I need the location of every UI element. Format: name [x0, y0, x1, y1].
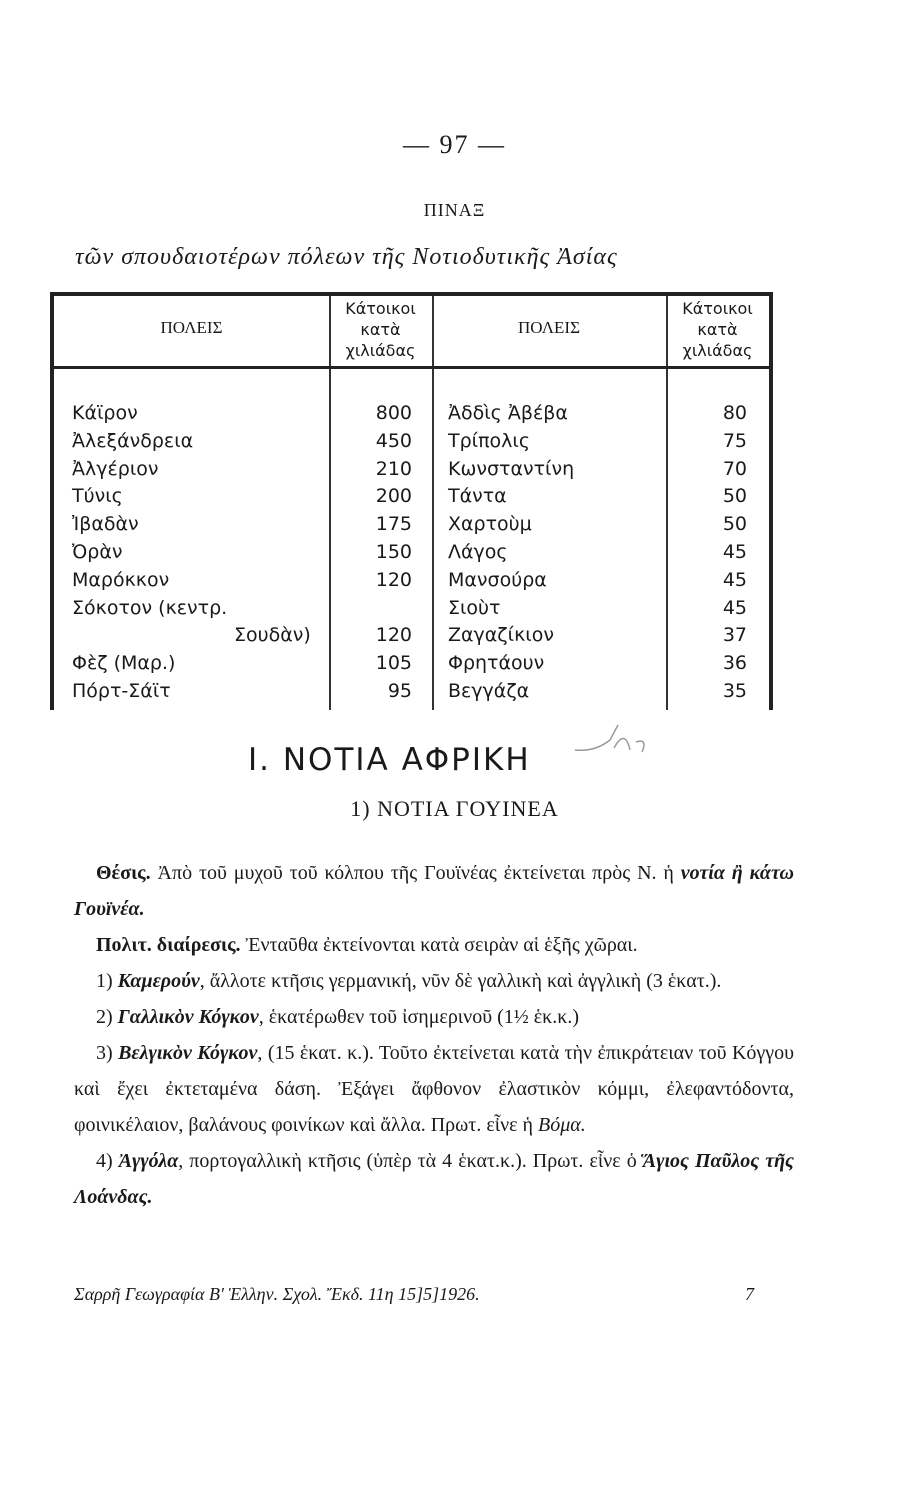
paragraph-position: Θέσις. Ἀπὸ τοῦ μυχοῦ τοῦ κόλπου τῆς Γουϊνέας ἐκτείνεται πρὸς Ν. ἡ νοτία ἢ κάτω Γουϊνέα. [74, 862, 795, 920]
table-row [54, 541, 769, 569]
cities-population-table [50, 292, 773, 710]
city-population: 210 [375, 457, 412, 480]
city-name: Μανσούρα [448, 568, 547, 591]
table-row [54, 624, 769, 652]
city-name: Πόρτ-Σάϊτ [72, 679, 171, 702]
city-population: 70 [722, 457, 747, 480]
city-name: Τρίπολις [448, 429, 530, 452]
city-population: 95 [387, 679, 412, 702]
city-population: 800 [375, 402, 412, 424]
city-population: 35 [722, 679, 747, 702]
city-population: 200 [375, 485, 412, 508]
table-row [54, 652, 769, 680]
header-cities-left: ΠΟΛΕΙΣ [160, 318, 223, 337]
city-population: 120 [375, 624, 412, 647]
city-population: 75 [722, 429, 747, 452]
city-name: Βεγγάζα [448, 679, 530, 702]
pencil-scribble-mark [570, 720, 660, 760]
header-divider [54, 366, 769, 369]
header-population-right: Κάτοικοι κατὰ χιλιάδας [682, 299, 753, 360]
city-name: Ἀλεξάνδρεια [72, 429, 194, 452]
city-name: Φὲζ (Μαρ.) [72, 652, 176, 675]
city-population: 45 [722, 596, 747, 619]
city-population: 105 [375, 652, 412, 675]
paragraph-cameroon: 1) Καμερούν, ἄλλοτε κτῆσις γερμανική, νῦν δὲ γαλλικὴ καὶ ἀγγλικὴ (3 ἑκατ.). [96, 970, 722, 992]
header-cities-right: ΠΟΛΕΙΣ [517, 318, 580, 337]
header-population-left: Κάτοικοι κατὰ χιλιάδας [345, 299, 416, 360]
city-name: Φρητάουν [448, 652, 545, 675]
paragraph-french-congo: 2) Γαλλικὸν Κόγκον, ἑκατέρωθεν τοῦ ἰσημερινοῦ (1½ ἑκ.κ.) [96, 1006, 579, 1028]
city-population: 50 [722, 513, 747, 536]
signature-mark: 7 [745, 1284, 754, 1304]
city-name: Ὀρὰν [72, 540, 123, 563]
table-row [54, 485, 769, 513]
table-row [54, 430, 769, 458]
city-population: 36 [722, 652, 747, 675]
city-name: Λάγος [448, 540, 508, 563]
table-row [54, 569, 769, 597]
body-text [74, 855, 794, 1215]
section-title: I. ΝΟΤΙΑ ΑΦΡΙΚΗ [248, 742, 531, 778]
subsection-title: 1) ΝΟΤΙΑ ΓΟΥΙΝΕΑ [350, 796, 559, 821]
city-population: 450 [375, 429, 412, 452]
city-name: Σιοὺτ [448, 596, 501, 619]
table-row [54, 597, 769, 625]
city-name: Ἀλγέριον [72, 457, 159, 480]
city-name: Τάντα [448, 485, 507, 508]
city-population: 150 [375, 540, 412, 563]
city-name: Ζαγαζίκιον [448, 624, 554, 647]
city-population: 80 [722, 402, 747, 424]
table-row [54, 680, 769, 708]
city-name: Μαρόκκον [72, 568, 170, 591]
table-subtitle: τῶν σπουδαιοτέρων πόλεων τῆς Νοτιοδυτικῆς Ἀσίας [75, 244, 618, 270]
city-name: Κάϊρον [72, 402, 138, 424]
city-population: 45 [722, 540, 747, 563]
city-name: Ἀδδὶς Ἀβέβα [448, 402, 568, 424]
city-population: 120 [375, 568, 412, 591]
table-title: ΠΙΝΑΞ [423, 200, 486, 220]
table-body [54, 402, 769, 708]
city-population: 175 [375, 513, 412, 536]
table-row [54, 402, 769, 430]
city-population: 50 [722, 485, 747, 508]
city-name: Τύνις [72, 485, 123, 508]
page-number: — 97 — [403, 130, 506, 159]
paragraph-belgian-congo: 3) Βελγικὸν Κόγκον, (15 ἑκατ. κ.). Τοῦτο ἐκτείνεται κατὰ τὴν ἐπικράτειαν τοῦ Κόγγου καὶ ἔχει ἐκτεταμένα δάση. Ἐξάγει ἄφθονον ἐλαστικὸν κόμμι, ἐλεφαντόδοντα, φοινικέλαιον, βαλάνους φοινίκων καὶ ἄλλα. Πρωτ. εἶνε ἡ Βόμα. [74, 1042, 794, 1136]
footer-imprint: Σαρρῆ Γεωγραφία Β' Ἑλλην. Σχολ. Ἔκδ. 11η 15]5]1926. [74, 1284, 480, 1304]
table-row [54, 513, 769, 541]
city-population: 45 [722, 568, 747, 591]
city-name-continuation: Σουδὰν) [234, 624, 311, 647]
city-name: Σόκοτον (κεντρ. [72, 596, 228, 619]
city-name: Ἰβαδὰν [72, 513, 139, 536]
paragraph-angola: 4) Ἀγγόλα, πορτογαλλικὴ κτῆσις (ὑπὲρ τὰ 4 ἑκατ.κ.). Πρωτ. εἶνε ὁ Ἅγιος Παῦλος τῆς Λοάνδας. [74, 1150, 794, 1208]
paragraph-political-division: Πολιτ. διαίρεσις. Ἐνταῦθα ἐκτείνονται κατὰ σειρὰν αἱ ἑξῆς χῶραι. [96, 934, 638, 956]
city-population: 37 [722, 624, 747, 647]
page-footer [74, 1284, 754, 1305]
city-name: Χαρτοὺμ [448, 513, 532, 536]
table-row [54, 458, 769, 486]
city-name: Κωνσταντίνη [448, 457, 575, 480]
